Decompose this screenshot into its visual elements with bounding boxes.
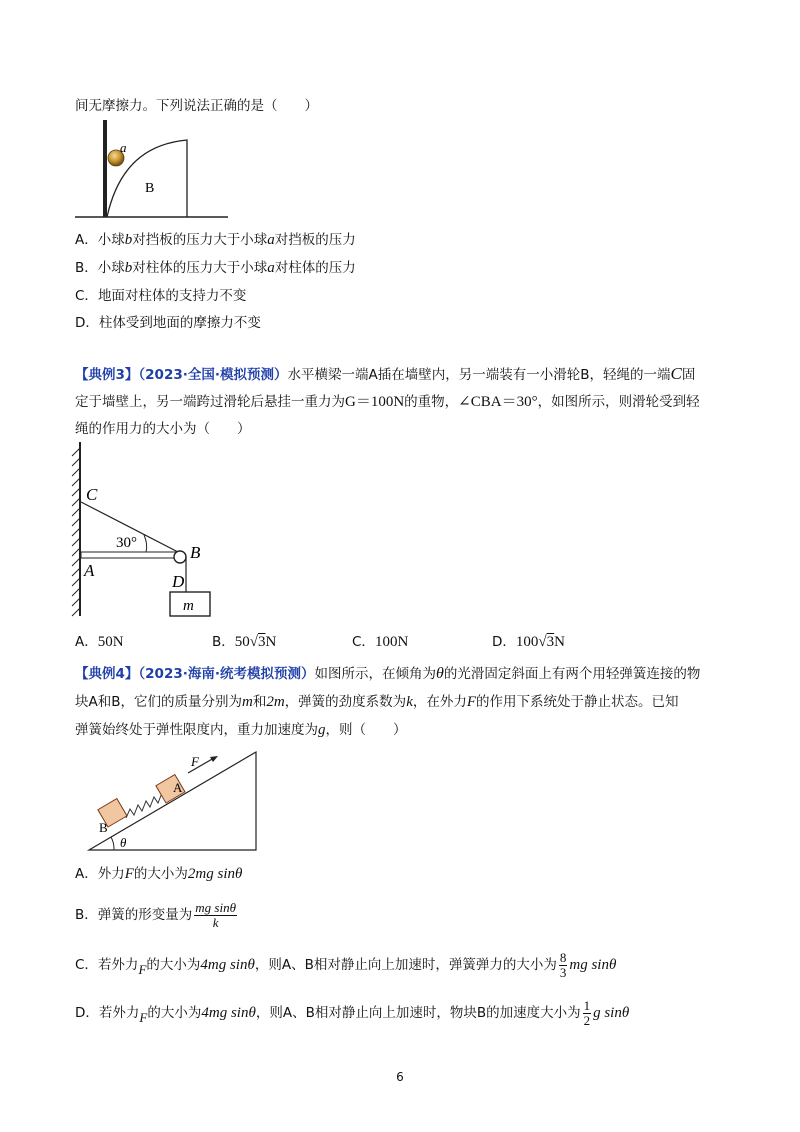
label-B: B: [145, 181, 155, 196]
example4-line2: 块A和B，它们的质量分别为m和2m，弹簧的劲度系数为k，在外力F的作用下系统处于静止状态。已知: [75, 694, 679, 710]
option-d[interactable]: D．柱体受到地面的摩擦力不变: [75, 315, 261, 331]
ball-on-cylinder-figure: [70, 118, 235, 223]
label-A: A: [84, 561, 95, 580]
ex3-option-a[interactable]: A．50N: [75, 634, 124, 650]
incline-figure: [86, 746, 266, 854]
ex3-option-d[interactable]: D．100√3N: [492, 634, 565, 650]
label-B: B: [190, 543, 201, 562]
example-source: （2023·海南·统考模拟预测）: [138, 666, 315, 682]
pulley: [174, 551, 186, 563]
example-source: （2023·全国·模拟预测）: [138, 367, 288, 383]
example3-line1: 【典例3】（2023·全国·模拟预测）水平横梁一端A插在墙壁内，另一端装有一小滑轮B，轻绳的一端C固: [75, 364, 696, 383]
ex3-option-b[interactable]: B．50√3N: [212, 634, 277, 650]
example3-line3: 绳的作用力的大小为（ ）: [75, 421, 251, 437]
wall-hatching: [72, 448, 80, 616]
ex3-option-c[interactable]: C．100N: [352, 634, 409, 650]
example-tag: 【典例4】: [75, 666, 139, 682]
example3-line2: 定于墙壁上，另一端跨过滑轮后悬挂一重力为G＝100N的重物，∠CBA＝30°，如图所示，则滑轮受到轻: [75, 394, 700, 410]
pulley-beam-figure: [66, 440, 226, 620]
fraction: $\frac{\text{mg sinθ}}{k}$: [195, 899, 236, 930]
label-C: C: [86, 485, 98, 504]
ex4-option-d[interactable]: D．若外力F的大小为4mg sinθ，则A、B相对静止向上加速时，物块B的加速度大小为 $\frac{1}{2}$ g sinθ: [75, 997, 630, 1028]
label-F: F: [191, 754, 199, 769]
label-B: B: [99, 820, 108, 835]
radical-sign: √: [538, 634, 547, 650]
fraction: $\frac{8}{3}$: [559, 949, 567, 980]
baffle-board: [103, 120, 107, 217]
example-tag: 【典例3】: [75, 367, 139, 383]
fraction: $\frac{1}{2}$: [583, 997, 591, 1028]
option-a[interactable]: A．小球b对挡板的压力大于小球a对挡板的压力: [75, 232, 356, 248]
question-tail: 间无摩擦力。下列说法正确的是（ ）: [75, 98, 318, 114]
option-b[interactable]: B．小球b对柱体的压力大于小球a对柱体的压力: [75, 260, 356, 276]
label-A: A: [173, 780, 183, 795]
ex4-option-a[interactable]: A．外力F的大小为2mg sinθ: [75, 866, 243, 882]
label-a: a: [120, 140, 127, 155]
ex4-option-c[interactable]: C．若外力F的大小为4mg sinθ，则A、B相对静止向上加速时，弹簧弹力的大小为 $\frac{8}{3}$ mg sinθ: [75, 949, 617, 980]
label-D: D: [172, 572, 185, 591]
radical-sign: √: [249, 634, 258, 650]
page-number: 6: [396, 1070, 404, 1084]
label-m: m: [183, 598, 194, 614]
beam: [81, 552, 176, 558]
example4-line1: 【典例4】（2023·海南·统考模拟预测）如图所示，在倾角为θ的光滑固定斜面上有两个用轻弹簧连接的物: [75, 665, 701, 682]
label-angle: 30°: [116, 535, 137, 551]
label-theta: θ: [120, 835, 127, 850]
ex4-option-b[interactable]: B．弹簧的形变量为 $\frac{\text{mg sinθ}}{k}$: [75, 899, 236, 930]
option-c[interactable]: C．地面对柱体的支持力不变: [75, 288, 247, 304]
example4-line3: 弹簧始终处于弹性限度内，重力加速度为g，则（ ）: [75, 722, 407, 738]
angle-arc: [144, 535, 147, 552]
